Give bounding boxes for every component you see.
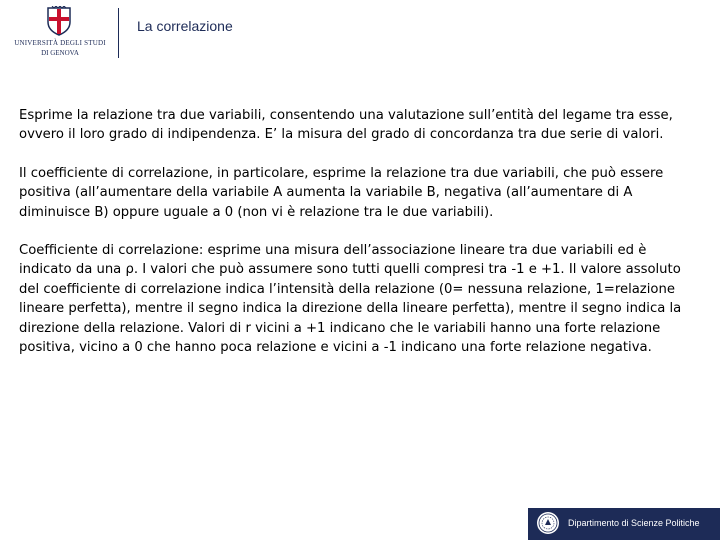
footer-bar <box>528 508 720 540</box>
body-paragraph-3: Coefficiente di correlazione: esprime una misura dell’associazione lineare tra due variabili ed è indicato da una ρ. I valori che può assumere sono tutti quelli compresi tra -1 e +1. Il valore assoluto del coefficiente di correlazione indica l’intensità della relazione (0= nessuna relazione, 1=relazione lineare perfetta), mentre il segno indica la direzione della lineare perfetta), mentre il segno indica la direzione della relazione. Valori di r vicini a +1 indicano che le variabili hanno una forte relazione positiva, vicino a 0 che hanno poca relazione e vicini a -1 indicano una forte relazione negativa. <box>19 243 682 356</box>
footer-department-label: Dipartimento di Scienze Politiche <box>568 518 700 528</box>
body-paragraph-1: Esprime la relazione tra due variabili, consentendo una valutazione sull’entità del legame tra esse, ovvero il loro grado di indipendenza. E’ la misura del grado di concordanza tra due serie di valori. <box>19 108 673 143</box>
logo-text-line1: UNIVERSITÀ DEGLI STUDI <box>14 39 106 47</box>
body-paragraph-2: Il coefficiente di correlazione, in particolare, esprime la relazione tra due variabili, che può essere positiva (all’aumentare della variabile A aumenta la variabile B, negativa (all’aumentare di A diminuisce B) oppure uguale a 0 (non vi è relazione tra le due variabili). <box>19 165 664 220</box>
slide-header <box>0 0 720 66</box>
slide-body <box>19 106 695 376</box>
university-shield-icon <box>46 6 72 36</box>
university-logo <box>12 6 108 62</box>
logo-text-line2: DI GENOVA <box>41 49 79 57</box>
header-divider <box>118 8 119 58</box>
slide-title: La correlazione <box>137 18 233 34</box>
department-seal-icon <box>536 511 560 535</box>
